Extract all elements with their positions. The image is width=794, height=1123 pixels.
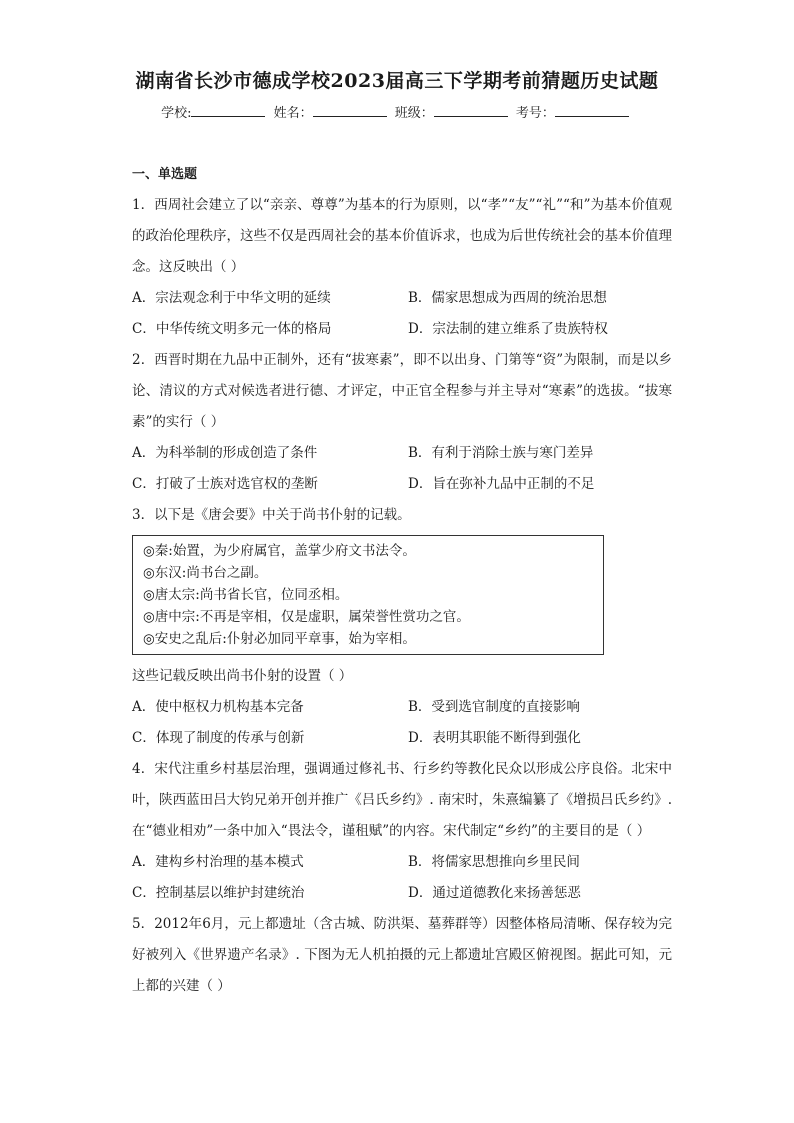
options [132,438,672,500]
exam-number-label: 考号： [515,106,555,121]
exam-number-blank[interactable] [555,104,629,117]
option-a[interactable]: A．宗法观念利于中华文明的延续 [132,290,331,306]
question-list [132,164,672,1002]
question-text: 4．宋代注重乡村基层治理，强调通过修礼书、行乡约等教化民众以形成公序良俗。北宋中叶，陕西蓝田吕大钧兄弟开创并推广《吕氏乡约》. 南宋时，朱熹编纂了《增损吕氏乡约》. 在“德业相劝”一条中加入“畏法令，谨租赋”的内容。宋代制定“乡约”的主要目的是（ ） [132,761,672,839]
option-c[interactable]: C．控制基层以维护封建统治 [132,885,305,901]
question-prompt: 这些记载反映出尚书仆射的设置（ ） [132,668,353,684]
option-c[interactable]: C．打破了士族对选官权的垄断 [132,476,318,492]
option-d[interactable]: D．宗法制的建立维系了贵族特权 [408,321,608,337]
question-2 [132,345,672,500]
question-3 [132,500,672,754]
option-b[interactable]: B．有利于消除士族与寒门差异 [408,445,594,461]
quote-line: ◎秦:始置，为少府属官，盖掌少府文书法令。 [143,543,416,559]
option-a[interactable]: A．建构乡村治理的基本模式 [132,854,304,870]
question-5 [132,909,672,1002]
quote-line: ◎唐中宗:不再是宰相，仅是虚职，属荣誉性赏功之官。 [143,609,470,625]
student-info-line [0,102,794,121]
option-b[interactable]: B．将儒家思想推向乡里民间 [408,854,580,870]
option-c[interactable]: C．中华传统文明多元一体的格局 [132,321,332,337]
option-d[interactable]: D．通过道德教化来扬善惩恶 [408,885,581,901]
option-d[interactable]: D．表明其职能不断得到强化 [408,730,581,746]
quote-line: ◎东汉:尚书台之副。 [143,565,268,581]
class-blank[interactable] [434,104,508,117]
question-1 [132,190,672,345]
quote-line: ◎唐太宗:尚书省长官，位同丞相。 [143,587,349,603]
question-4 [132,754,672,909]
school-blank[interactable] [191,104,265,117]
page-title: 湖南省长沙市德成学校2023届高三下学期考前猜题历史试题 [135,70,659,92]
question-text: 1．西周社会建立了以“亲亲、尊尊”为基本的行为原则，以“孝”“友”“礼”“和”为基本价值观的政治伦理秩序，这些不仅是西周社会的基本价值诉求，也成为后世传统社会的基本价值理念。这反映出（ ） [132,197,672,275]
question-text: 2．西晋时期在九品中正制外，还有“拔寒素”，即不以出身、门第等“资”为限制，而是以乡论、清议的方式对候选者进行德、才评定，中正官全程参与并主导对“寒素”的选拔。“拔寒素”的实行（ ） [132,352,672,430]
option-c[interactable]: C．体现了制度的传承与创新 [132,730,305,746]
name-label: 姓名： [273,106,313,121]
question-text: 3．以下是《唐会要》中关于尚书仆射的记载。 [132,507,411,523]
section-title: 一、单选题 [132,167,198,182]
option-d[interactable]: D．旨在弥补九品中正制的不足 [408,476,595,492]
option-b[interactable]: B．受到选官制度的直接影响 [408,699,580,715]
options [132,847,672,909]
quote-box [132,535,604,655]
option-a[interactable]: A．为科举制的形成创造了条件 [132,445,318,461]
question-text: 5．2012年6月，元上都遗址（含古城、防洪渠、墓葬群等）因整体格局清晰、保存较为完好被列入《世界遗产名录》. 下图为无人机拍摄的元上都遗址宫殿区俯视图。据此可知，元上都的兴建（ ） [132,916,672,994]
option-b[interactable]: B．儒家思想成为西周的统治思想 [408,290,607,306]
school-label: 学校: [161,106,192,121]
quote-line: ◎安史之乱后:仆射必加同平章事，始为宰相。 [143,631,416,647]
options [132,692,672,754]
option-a[interactable]: A．使中枢权力机构基本完备 [132,699,304,715]
name-blank[interactable] [313,104,387,117]
class-label: 班级： [394,106,434,121]
options [132,283,672,345]
